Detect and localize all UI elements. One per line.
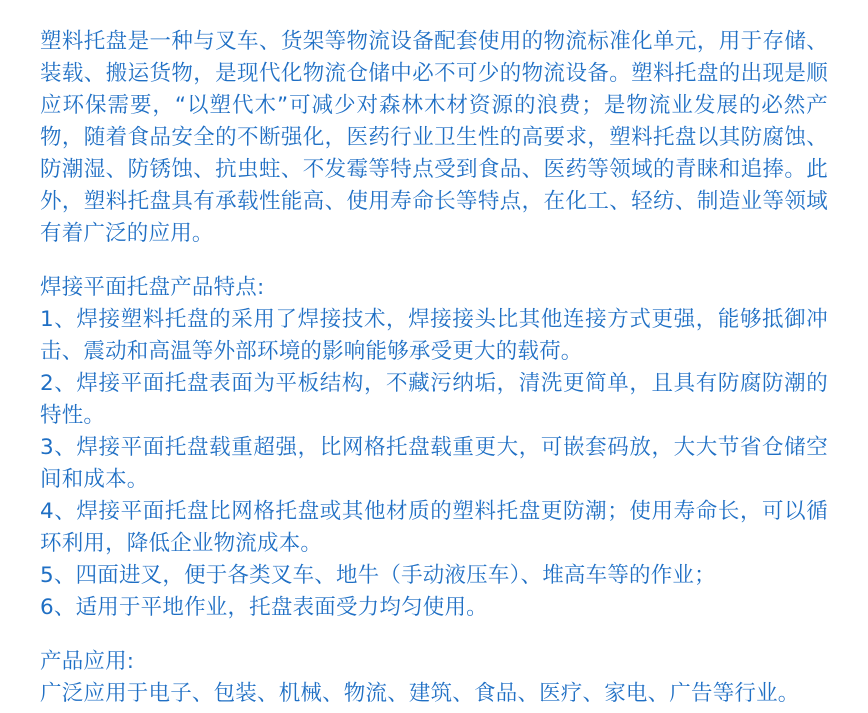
feature-item-1: 1、焊接塑料托盘的采用了焊接技术，焊接接头比其他连接方式更强，能够抵御冲击、震动和高温等外部环境的影响能够承受更大的载荷。 bbox=[40, 307, 828, 364]
application-heading: 产品应用: bbox=[40, 649, 135, 674]
feature-item-6: 6、适用于平地作业，托盘表面受力均匀使用。 bbox=[40, 595, 488, 620]
intro-section bbox=[40, 26, 828, 250]
feature-item-3: 3、焊接平面托盘载重超强，比网格托盘载重更大，可嵌套码放，大大节省仓储空间和成本。 bbox=[40, 435, 828, 492]
feature-item-2: 2、焊接平面托盘表面为平板结构，不藏污纳垢，清洗更简单，且具有防腐防潮的特性。 bbox=[40, 371, 828, 428]
features-section bbox=[40, 272, 828, 624]
feature-item-5: 5、四面进叉，便于各类叉车、地牛（手动液压车）、堆高车等的作业； bbox=[40, 563, 716, 588]
intro-paragraph: 塑料托盘是一种与叉车、货架等物流设备配套使用的物流标准化单元，用于存储、装载、搬运货物，是现代化物流仓储中必不可少的物流设备。塑料托盘的出现是顺应环保需要，“以塑代木”可减少对森林木材资源的浪费；是物流业发展的必然产物，随着食品安全的不断强化，医药行业卫生性的高要求，塑料托盘以其防腐蚀、防潮湿、防锈蚀、抗虫蛀、不发霉等特点受到食品、医药等领域的青睐和追捧。此外，塑料托盘具有承载性能高、使用寿命长等特点，在化工、轻纺、制造业等领域有着广泛的应用。 bbox=[40, 29, 828, 246]
features-heading: 焊接平面托盘产品特点: bbox=[40, 275, 265, 300]
application-text: 广泛应用于电子、包装、机械、物流、建筑、食品、医疗、家电、广告等行业。 bbox=[40, 681, 800, 706]
application-section bbox=[40, 646, 828, 710]
feature-item-4: 4、焊接平面托盘比网格托盘或其他材质的塑料托盘更防潮；使用寿命长，可以循环利用，降低企业物流成本。 bbox=[40, 499, 828, 556]
